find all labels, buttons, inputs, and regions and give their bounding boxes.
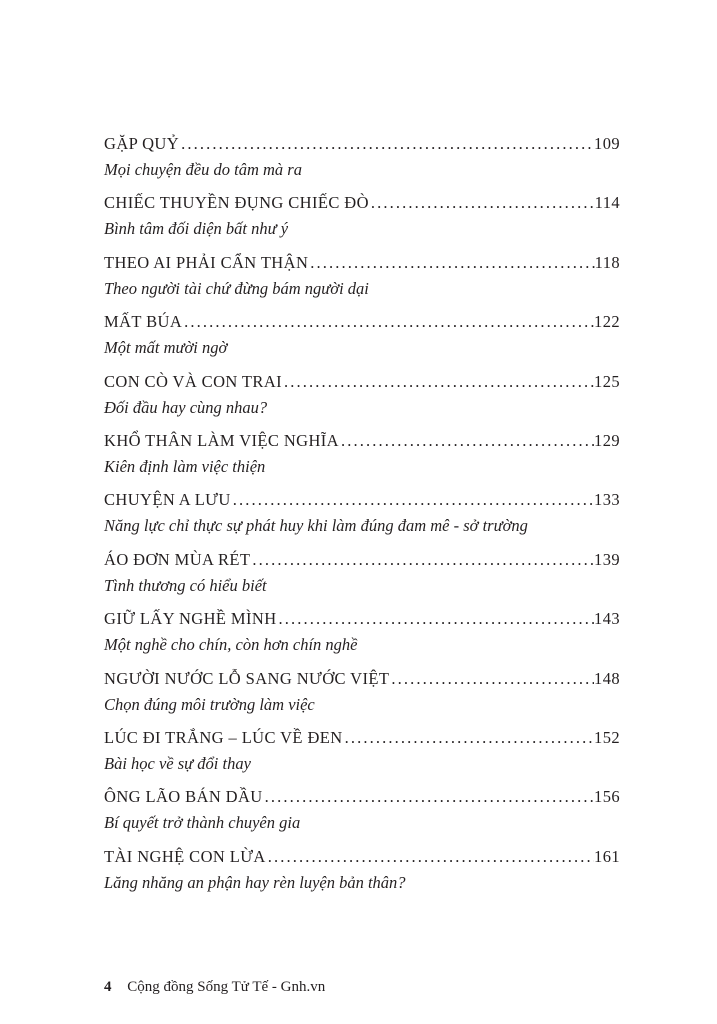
toc-entry-page: 114 <box>594 193 620 213</box>
toc-entry-subtitle: Một mất mười ngờ <box>104 338 228 358</box>
toc-entry <box>104 253 620 312</box>
toc-entry-title: CHUYỆN A LƯU <box>104 490 231 510</box>
toc-entry <box>104 787 620 846</box>
toc-entry-subtitle: Bí quyết trở thành chuyên gia <box>104 813 301 833</box>
toc-entry-subtitle: Theo người tài chứ đừng bám người dại <box>104 278 369 298</box>
toc-entry-subtitle: Năng lực chỉ thực sự phát huy khi làm đúng đam mê - sở trường <box>104 516 528 536</box>
dot-leader <box>231 490 594 510</box>
toc-entry-subtitle: Đối đầu hay cùng nhau? <box>104 397 268 417</box>
toc-entry-title: CON CÒ VÀ CON TRAI <box>104 371 283 391</box>
toc-entry-row[interactable] <box>104 372 620 396</box>
toc-entry-row[interactable] <box>104 431 620 455</box>
dot-leader <box>277 609 595 629</box>
toc-entry-page: 152 <box>594 727 620 747</box>
dot-leader <box>343 728 594 748</box>
toc-entry-subtitle: Kiên định làm việc thiện <box>104 456 266 476</box>
toc-entry-title: LÚC ĐI TRẮNG – LÚC VỀ ĐEN <box>104 727 343 747</box>
toc-entry-subtitle: Chọn đúng môi trường làm việc <box>104 694 315 714</box>
toc-entry-row[interactable] <box>104 847 620 871</box>
toc-entry-title: GẶP QUỶ <box>104 134 180 153</box>
dot-leader <box>339 431 594 451</box>
toc-entry <box>104 312 620 371</box>
toc-entry-page: 139 <box>594 549 620 569</box>
toc-entry-page: 129 <box>594 430 620 450</box>
toc-entry-page: 161 <box>594 846 620 866</box>
dot-leader <box>263 787 594 807</box>
dot-leader <box>250 550 594 570</box>
toc-entry-title: TÀI NGHỆ CON LỪA <box>104 846 266 866</box>
toc-entry-page: 143 <box>594 609 620 629</box>
toc-entry-subtitle: Bài học về sự đổi thay <box>104 753 251 773</box>
dot-leader <box>282 372 594 392</box>
toc-entry-page: 122 <box>594 312 620 332</box>
toc-entry-row[interactable] <box>104 669 620 693</box>
dot-leader <box>389 669 594 689</box>
toc-entry-row[interactable] <box>104 787 620 811</box>
toc-entry-page: 148 <box>594 668 620 688</box>
dot-leader <box>369 193 595 213</box>
dot-leader <box>182 312 594 332</box>
toc-entry-row[interactable] <box>104 253 620 277</box>
footer-text: Cộng đồng Sống Tử Tế - Gnh.vn <box>127 979 326 995</box>
toc-entry-page: 118 <box>594 252 620 272</box>
toc-entry-row[interactable] <box>104 193 620 217</box>
toc-entry-subtitle: Một nghề cho chín, còn hơn chín nghề <box>104 635 358 655</box>
toc-entry <box>104 847 620 906</box>
toc-entry-page: 125 <box>594 371 620 391</box>
toc-entry <box>104 134 620 193</box>
toc-entry-row[interactable] <box>104 728 620 752</box>
dot-leader <box>179 134 594 154</box>
table-of-contents <box>104 134 620 906</box>
toc-entry-title: MẤT BÚA <box>104 312 183 332</box>
toc-entry-row[interactable] <box>104 490 620 514</box>
toc-entry-page: 109 <box>594 134 620 153</box>
toc-entry-title: THEO AI PHẢI CẨN THẬN <box>104 252 309 272</box>
toc-entry <box>104 609 620 668</box>
toc-entry-subtitle: Bình tâm đối diện bất như ý <box>104 219 289 239</box>
toc-entry-title: CHIẾC THUYỀN ĐỤNG CHIẾC ĐÒ <box>104 193 369 213</box>
toc-entry-row[interactable] <box>104 550 620 574</box>
toc-entry-page: 133 <box>594 490 620 510</box>
toc-entry-title: NGƯỜI NƯỚC LỖ SANG NƯỚC VIỆT <box>104 668 390 688</box>
toc-entry <box>104 550 620 609</box>
toc-entry <box>104 372 620 431</box>
toc-entry-row[interactable] <box>104 312 620 336</box>
toc-entry-subtitle: Lăng nhăng an phận hay rèn luyện bản thân? <box>104 872 406 892</box>
toc-entry-page: 156 <box>594 787 620 807</box>
dot-leader <box>308 253 594 273</box>
toc-entry <box>104 728 620 787</box>
footer-page-number: 4 <box>104 979 112 995</box>
toc-entry-subtitle: Tình thương có hiểu biết <box>104 575 267 595</box>
toc-entry <box>104 193 620 252</box>
dot-leader <box>266 847 594 867</box>
toc-entry-row[interactable] <box>104 134 620 158</box>
toc-entry <box>104 669 620 728</box>
toc-entry-subtitle: Mọi chuyện đều do tâm mà ra <box>104 160 302 179</box>
toc-entry <box>104 431 620 490</box>
toc-entry-title: KHỔ THÂN LÀM VIỆC NGHĨA <box>104 430 339 450</box>
toc-entry-title: ÁO ĐƠN MÙA RÉT <box>104 549 251 569</box>
toc-entry-title: GIỮ LẤY NGHỀ MÌNH <box>104 609 277 629</box>
toc-entry-title: ÔNG LÃO BÁN DẦU <box>104 787 263 807</box>
toc-entry <box>104 490 620 549</box>
toc-entry-row[interactable] <box>104 609 620 633</box>
page-footer <box>104 979 325 996</box>
